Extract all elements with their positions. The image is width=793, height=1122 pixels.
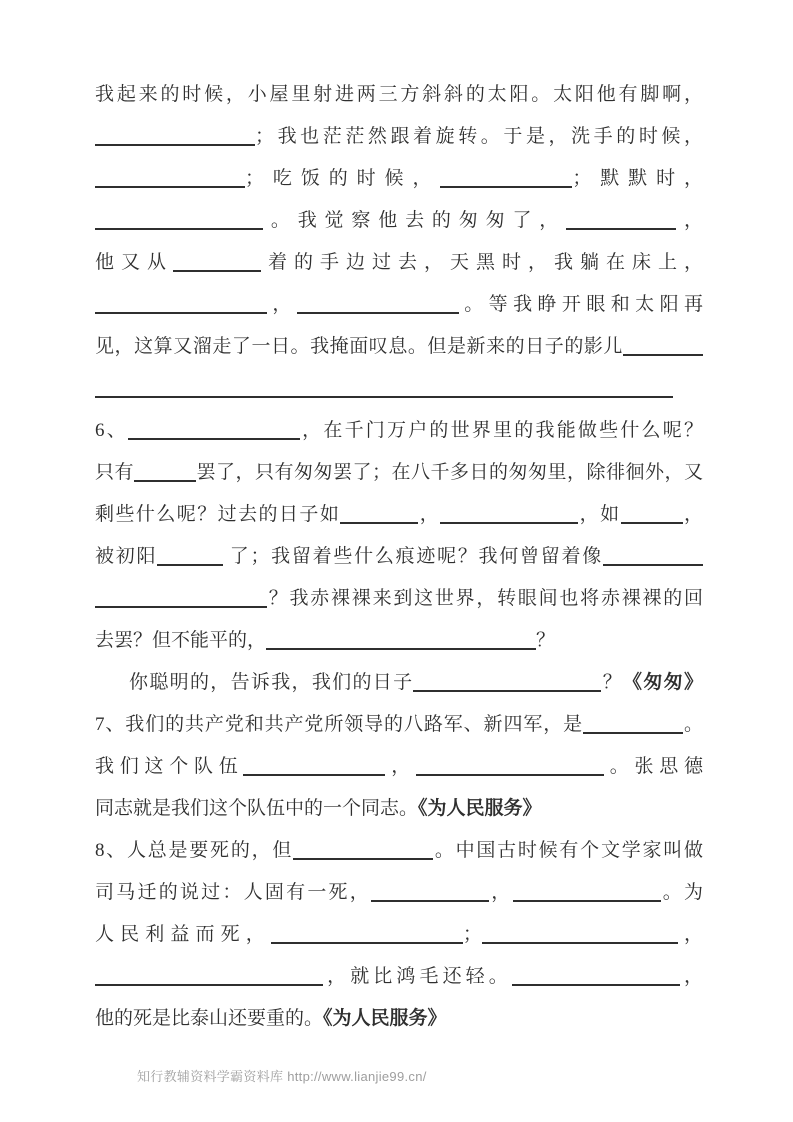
question-6: [95, 410, 703, 704]
fill-in-blank: [95, 207, 263, 230]
text-line: [95, 200, 703, 242]
text-run: ，: [677, 924, 703, 945]
text-run: ？我赤裸裸来到这世界，转眼间也将赤裸裸的回: [267, 588, 703, 609]
text-line: [95, 662, 703, 704]
text-run: ，如: [578, 504, 621, 525]
text-run: 。为: [660, 882, 703, 903]
fill-in-blank: [243, 753, 385, 776]
text-line: [95, 284, 703, 326]
source-title: 《为人民服务》: [418, 798, 542, 819]
fill-in-blank: [266, 627, 536, 650]
fill-in-blank: [621, 501, 683, 524]
fill-in-blank: [157, 543, 223, 566]
text-run: ？: [601, 672, 624, 693]
text-run: 只有: [95, 462, 134, 483]
text-line: [95, 452, 703, 494]
text-line: [95, 116, 703, 158]
text-line: [95, 536, 703, 578]
text-line: [95, 956, 703, 998]
fill-in-blank: [95, 123, 255, 146]
text-line: [95, 914, 703, 956]
fill-in-blank: [566, 207, 676, 230]
watermark-footer: 知行教辅资料学霸资料库 http://www.lianjie99.cn/: [137, 1069, 427, 1084]
text-line: [95, 74, 703, 116]
text-run: ，: [489, 882, 513, 903]
text-run: 你聪明的，告诉我，我们的日子: [129, 672, 414, 693]
text-line: [95, 368, 703, 410]
text-run: 。我觉察他去的匆匆了，: [263, 210, 567, 231]
text-line: [95, 704, 703, 746]
text-run: 他又从: [95, 252, 173, 273]
fill-in-blank: [482, 921, 678, 944]
text-run: ；: [462, 924, 482, 945]
text-run: ；吃饭的时候，: [245, 168, 441, 189]
text-line: [95, 830, 703, 872]
text-run: 我们这个队伍: [95, 756, 244, 777]
document-body: [95, 74, 703, 1040]
fill-in-blank: [603, 543, 703, 566]
fill-in-blank: [371, 879, 489, 902]
text-run: 。张思德: [603, 756, 703, 777]
text-run: 被初阳: [95, 546, 158, 567]
fill-in-blank: [340, 501, 418, 524]
text-run: 。等我睁开眼和太阳再: [458, 294, 703, 315]
text-line: [95, 620, 703, 662]
text-run: 8、人总是要死的，但: [95, 840, 294, 861]
text-run: 。中国古时候有个文学家叫做: [433, 840, 703, 861]
fill-in-blank: [416, 753, 604, 776]
text-line: [95, 872, 703, 914]
fill-in-blank: [512, 963, 680, 986]
text-run: 见，这算又溜走了一日。我掩面叹息。但是新来的日子的影儿: [95, 336, 623, 357]
text-line: [95, 578, 703, 620]
text-run: ？: [536, 630, 556, 651]
text-run: ；我也茫茫然跟着旋转。于是，洗手的时候，: [255, 126, 703, 147]
text-line: [95, 788, 703, 830]
fill-in-blank: [293, 837, 433, 860]
fill-in-blank: [623, 333, 703, 356]
text-run: 7、我们的共产党和共产党所领导的八路军、新四军，是: [95, 714, 584, 735]
fill-in-blank: [95, 165, 245, 188]
fill-in-blank: [297, 291, 459, 314]
text-line: [95, 494, 703, 536]
fill-in-blank: [134, 459, 196, 482]
fill-in-blank: [513, 879, 661, 902]
text-run: ，: [385, 756, 416, 777]
text-run: 了；我留着些什么痕迹呢？我何曾留着像: [223, 546, 603, 567]
fill-in-blank: [95, 963, 323, 986]
fill-in-blank: [173, 249, 261, 272]
text-run: 我起来的时候，小屋里射进两三方斜斜的太阳。太阳他有脚啊，: [95, 84, 703, 105]
fill-in-blank: [95, 291, 267, 314]
text-line: [95, 746, 703, 788]
text-line: [95, 242, 703, 284]
text-run: 去罢？但不能平的，: [95, 630, 267, 651]
text-run: ，: [267, 294, 297, 315]
text-run: ，在千门万户的世界里的我能做些什么呢？: [299, 420, 703, 441]
text-run: 他的死是比泰山还要重的。: [95, 1008, 324, 1029]
passage-congcong-excerpt: [95, 74, 703, 410]
text-line: [95, 326, 703, 368]
text-run: 着的手边过去，天黑时，我躺在床上，: [261, 252, 703, 273]
text-run: 人民利益而死，: [95, 924, 271, 945]
text-run: ，: [676, 210, 703, 231]
fill-in-blank: [95, 585, 267, 608]
question-7: [95, 704, 703, 830]
fill-in-blank: [95, 375, 673, 398]
fill-in-blank: [128, 417, 300, 440]
text-run: ，: [682, 504, 703, 525]
fill-in-blank: [440, 501, 578, 524]
source-title: 《为人民服务》: [323, 1008, 447, 1029]
text-run: ；默默时，: [572, 168, 703, 189]
text-line: [95, 410, 703, 452]
fill-in-blank: [413, 669, 601, 692]
fill-in-blank: [440, 165, 572, 188]
question-8: [95, 830, 703, 1040]
fill-in-blank: [271, 921, 463, 944]
text-line: [95, 998, 703, 1040]
fill-in-blank: [583, 711, 683, 734]
text-run: 司马迁的说过：人固有一死，: [95, 882, 372, 903]
text-run: 罢了，只有匆匆罢了；在八千多日的匆匆里，除徘徊外，又: [196, 462, 703, 483]
text-run: ，就比鸿毛还轻。: [323, 966, 512, 987]
text-run: 。: [683, 714, 703, 735]
text-run: ，: [418, 504, 441, 525]
source-title: 《匆匆》: [623, 672, 703, 693]
text-run: 6、: [95, 420, 128, 441]
text-line: [95, 158, 703, 200]
text-run: 同志就是我们这个队伍中的一个同志。: [95, 798, 419, 819]
text-run: 剩些什么呢？过去的日子如: [95, 504, 341, 525]
text-run: ，: [679, 966, 703, 987]
